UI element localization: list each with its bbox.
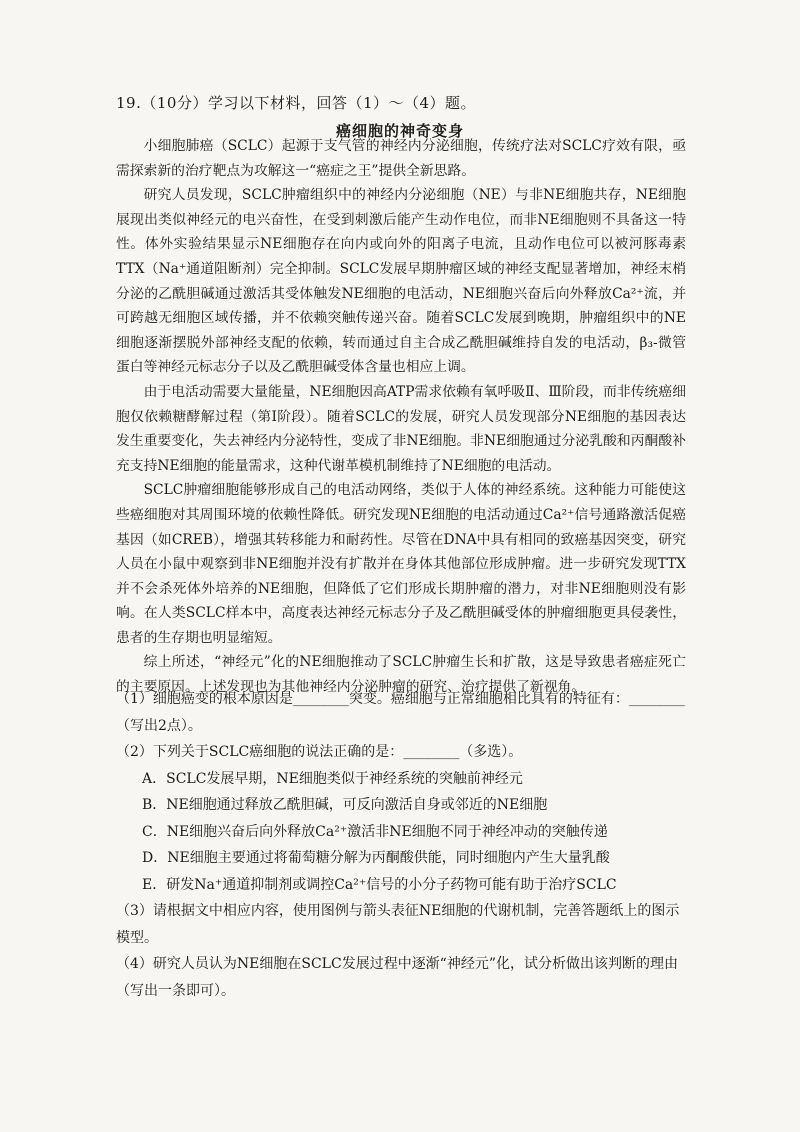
- option-c: C．NE细胞兴奋后向外释放Ca²⁺激活非NE细胞不同于神经冲动的突触传递: [142, 823, 608, 840]
- article-paragraph: 研究人员发现，SCLC肿瘤组织中的神经内分泌细胞（NE）与非NE细胞共存，NE细胞展现出类似神经元的电兴奋性，在受到刺激后能产生动作电位，而非NE细胞则不具备这一特性。体外实验结果显示NE细胞存在向内或向外的阳离子电流，且动作电位可以被河豚毒素TTX（Na⁺通道阻断剂）完全抑制。SCLC发展早期肿瘤区域的神经支配显著增加，神经末梢分泌的乙酰胆碱通过激活其受体触发NE细胞的电活动，NE细胞兴奋后向外释放Ca²⁺流，并可跨越无细胞区域传播，并不依赖突触传递兴奋。随着SCLC发展到晚期，肿瘤组织中的NE细胞逐渐摆脱外部神经支配的依赖，转而通过自主合成乙酰胆碱维持自发的电活动，β₃-微管蛋白等神经元标志分子以及乙酰胆碱受体含量也相应上调。: [116, 187, 686, 376]
- option-b: B．NE细胞通过释放乙酰胆碱，可反向激活自身或邻近的NE细胞: [142, 797, 548, 813]
- article-paragraph: SCLC肿瘤细胞能够形成自己的电活动网络，类似于人体的神经系统。这种能力可能使这些癌细胞对其周围环境的依赖性降低。研究发现NE细胞的电活动通过Ca²⁺信号通路激活促癌基因（如CREB），增强其转移能力和耐药性。尽管在DNA中具有相同的致癌基因突变，研究人员在小鼠中观察到非NE细胞并没有扩散并在身体其他部位形成肿瘤。进一步研究发现TTX并不会杀死体外培养的NE细胞，但降低了它们形成长期肿瘤的潜力，对非NE细胞则没有影响。在人类SCLC样本中，高度表达神经元标志分子及乙酰胆碱受体的肿瘤细胞更具侵袭性，患者的生存期也明显缩短。: [116, 482, 686, 646]
- option-a: A．SCLC发展早期，NE细胞类似于神经系统的突触前神经元: [142, 770, 523, 787]
- question-2: （2）下列关于SCLC癌细胞的说法正确的是：________（多选）。: [116, 744, 523, 760]
- article-paragraph: 综上所述，“神经元”化的NE细胞推动了SCLC肿瘤生长和扩散，这是导致患者癌症死亡的主要原因。上述发现也为其他神经内分泌肿瘤的研究、治疗提供了新视角。: [116, 654, 686, 696]
- article-paragraph: 小细胞肺癌（SCLC）起源于支气管的神经内分泌细胞，传统疗法对SCLC疗效有限，亟需探索新的治疗靶点为攻解这一“癌症之王”提供全新思路。: [116, 138, 686, 179]
- question-4: （4）研究人员认为NE细胞在SCLC发展过程中逐渐“神经元”化，试分析做出该判断的理由（写出一条即可）。: [116, 956, 679, 999]
- article-body: [116, 134, 686, 700]
- article-title: 癌细胞的神奇变身: [335, 122, 464, 140]
- option-d: D．NE细胞主要通过将葡萄糖分解为丙酮酸供能，同时细胞内产生大量乳酸: [142, 850, 610, 866]
- option-e: E．研发Na⁺通道抑制剂或调控Ca²⁺信号的小分子药物可能有助于治疗SCLC: [142, 876, 617, 893]
- question-2-options: [116, 766, 690, 899]
- question-header: 19.（10分）学习以下材料，回答（1）～（4）题。: [116, 94, 477, 112]
- article-paragraph: 由于电活动需要大量能量，NE细胞因高ATP需求依赖有氧呼吸Ⅱ、Ⅲ阶段，而非传统癌细胞仅依赖糖酵解过程（第Ⅰ阶段）。随着SCLC的发展，研究人员发现部分NE细胞的基因表达发生重要变化，失去神经内分泌特性，变成了非NE细胞。非NE细胞通过分泌乳酸和丙酮酸补充支持NE细胞的能量需求，这种代谢革模机制维持了NE细胞的电活动。: [116, 383, 686, 474]
- question-3: （3）请根据文中相应内容，使用图例与箭头表征NE细胞的代谢机制，完善答题纸上的图示模型。: [116, 903, 680, 946]
- question-1: （1）细胞癌变的根本原因是________突变。癌细胞与正常细胞相比具有的特征有：________（写出2点）。: [116, 691, 685, 734]
- questions: [116, 686, 690, 1004]
